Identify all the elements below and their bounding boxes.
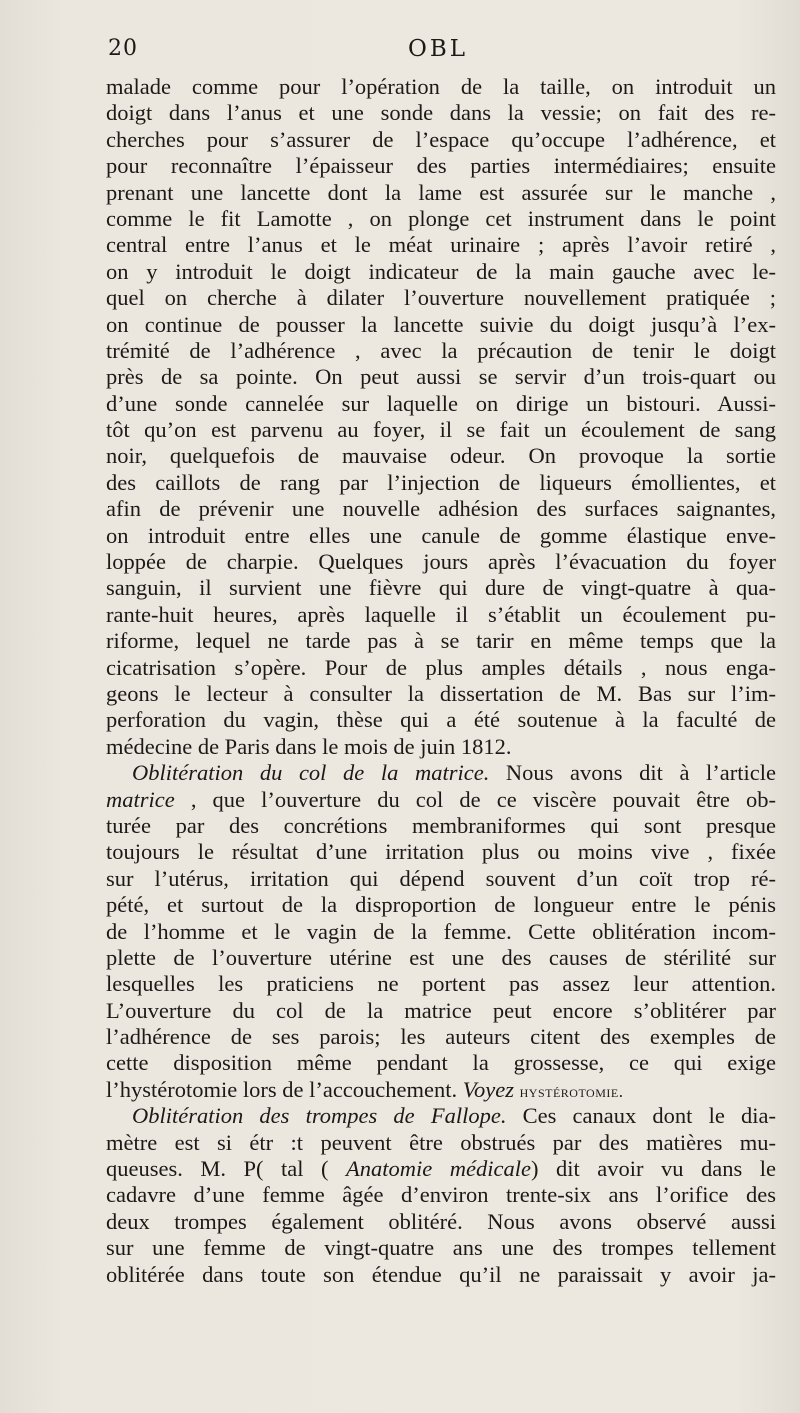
page-header [108,36,770,66]
text-line: sur une femme de vingt-quatre ans une des trompes tellement [106,1235,776,1261]
text-line: riforme, lequel ne tarde pas à se tarir en même temps que la [106,628,776,654]
text-line: pété, et surtout de la disproportion de longueur entre le pénis [106,892,776,918]
text-line: queuses. M. P( tal ( Anatomie médicale) dit avoir vu dans le [106,1156,776,1182]
text-line: pour reconnaître l’épaisseur des parties intermédiaires; ensuite [106,153,776,179]
text-line: deux trompes également oblitéré. Nous avons observé aussi [106,1208,776,1234]
text-line: turée par des concrétions membraniformes qui sont presque [106,812,776,838]
section-oblitération-col-matrice: Oblitération du col de la matrice. Nous avons dit à l’article [132,760,776,786]
text-line: L’ouverture du col de la matrice peut encore s’oblitérer par [106,997,776,1023]
text-line: noir, quelquefois de mauvaise odeur. On provoque la sortie [106,443,776,469]
text-line: toujours le résultat d’une irritation plus ou moins vive , fixée [106,839,776,865]
text-line: trémité de l’adhérence , avec la précaution de tenir le doigt [106,337,776,363]
text-line: de l’homme et le vagin de la femme. Cette oblitération incom- [106,918,776,944]
body-text [106,74,776,1288]
text-line: cherches pour s’assurer de l’espace qu’occupe l’adhérence, et [106,126,776,152]
text-line: on continue de pousser la lancette suivie du doigt jusqu’à l’ex- [106,311,776,337]
text-line: matrice , que l’ouverture du col de ce viscère pouvait être ob- [106,786,776,812]
text-line: sur l’utérus, irritation qui dépend souvent d’un coït trop ré- [106,865,776,891]
running-head: OBL [408,36,469,62]
text-line: doigt dans l’anus et une sonde dans la vessie; on fait des re- [106,100,776,126]
text-line: afin de prévenir une nouvelle adhésion des surfaces saignantes, [106,496,776,522]
text-line: près de sa pointe. On peut aussi se servir d’un trois-quart ou [106,364,776,390]
text-line: rante-huit heures, après laquelle il s’établit un écoulement pu- [106,601,776,627]
text-line: plette de l’ouverture utérine est une des causes de stérilité sur [106,944,776,970]
text-line: médecine de Paris dans le mois de juin 1812. [106,733,512,759]
text-line: loppée de charpie. Quelques jours après l’évacuation du foyer [106,549,776,575]
text-line: cette disposition même pendant la grossesse, ce qui exige [106,1050,776,1076]
text-line: on y introduit le doigt indicateur de la main gauche avec le- [106,258,776,284]
text-line: cicatrisation s’opère. Pour de plus amples détails , nous enga- [106,654,776,680]
text-line: perforation du vagin, thèse qui a été soutenue à la faculté de [106,707,776,733]
text-line: lesquelles les praticiens ne portent pas assez leur attention. [106,971,776,997]
text-line: oblitérée dans toute son étendue qu’il ne paraissait y avoir ja- [106,1261,776,1287]
text-line: prenant une lancette dont la lame est assurée sur le manche , [106,179,776,205]
text-line: d’une sonde cannelée sur laquelle on dirige un bistouri. Aussi- [106,390,776,416]
text-line: sanguin, il survient une fièvre qui dure de vingt-quatre à qua- [106,575,776,601]
text-line: mètre est si étr :t peuvent être obstrués par des matières mu- [106,1129,776,1155]
text-line: comme le fit Lamotte , on plonge cet instrument dans le point [106,205,776,231]
text-line: on introduit entre elles une canule de gomme élastique enve- [106,522,776,548]
text-line: tôt qu’on est parvenu au foyer, il se fait un écoulement de sang [106,417,776,443]
text-line: geons le lecteur à consulter la dissertation de M. Bas sur l’im- [106,680,776,706]
text-line: quel on cherche à dilater l’ouverture nouvellement pratiquée ; [106,285,776,311]
section-oblitération-trompes-fallope: Oblitération des trompes de Fallope. Ces canaux dont le dia- [132,1103,776,1129]
text-line: cadavre d’une femme âgée d’environ trente-six ans l’orifice des [106,1182,776,1208]
cross-reference-line: l’hystérotomie lors de l’accouchement. Voyez hystérotomie. [106,1076,624,1102]
text-line: des caillots de rang par l’injection de liqueurs émollientes, et [106,469,776,495]
text-line: l’adhérence de ses parois; les auteurs citent des exemples de [106,1024,776,1050]
page-number: 20 [108,36,138,61]
text-line: malade comme pour l’opération de la taille, on introduit un [106,74,776,99]
text-line: central entre l’anus et le méat urinaire ; après l’avoir retiré , [106,232,776,258]
